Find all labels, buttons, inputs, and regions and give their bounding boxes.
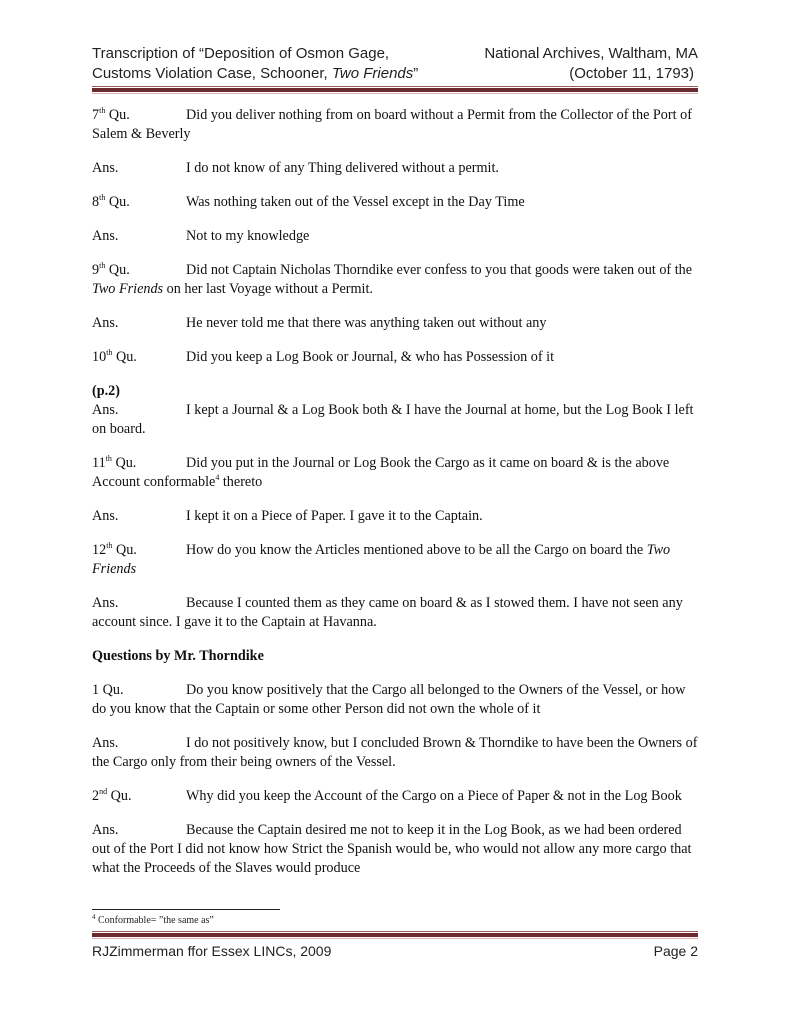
question-11 (92, 454, 698, 492)
header-archive: National Archives, Waltham, MA (484, 45, 698, 62)
ship-name: Two Friends (92, 542, 671, 577)
a-text: Not to my knowledge (186, 228, 310, 244)
q-sup: th (105, 454, 112, 463)
answer-11 (92, 507, 698, 526)
q-label: 1 Qu. (92, 682, 124, 698)
page-marker: (p.2) (92, 383, 120, 399)
q-label: Qu. (105, 194, 130, 210)
thorndike-question-1 (92, 681, 698, 719)
a-text: I kept a Journal & a Log Book both & I have the Journal at home, but the Log Book I left on board. (92, 402, 694, 437)
q-text: How do you know the Articles mentioned above to be all the Cargo on board the (186, 542, 647, 558)
a-label: Ans. (92, 160, 119, 176)
a-text: I do not know of any Thing delivered without a permit. (186, 160, 499, 176)
q-sup: nd (99, 787, 108, 796)
q-label: Qu. (112, 542, 137, 558)
q-text-cont: thereto (219, 474, 263, 490)
q-text: Why did you keep the Account of the Cargo on a Piece of Paper & not in the Log Book (186, 788, 682, 804)
q-text: Did you put in the Journal or Log Book the Cargo as it came on board & is the above Account conformable (92, 455, 670, 490)
q-label: Qu. (107, 788, 132, 804)
a-label: Ans. (92, 822, 119, 838)
q-text: Was nothing taken out of the Vessel except in the Day Time (186, 194, 525, 210)
thorndike-answer-1 (92, 734, 698, 772)
section-title: Questions by Mr. Thorndike (92, 648, 264, 664)
q-num: 7 (92, 107, 100, 123)
page-footer (92, 943, 698, 959)
header-rule (92, 86, 698, 94)
question-7 (92, 106, 698, 144)
q-num: 10 (92, 349, 107, 365)
question-8 (92, 193, 698, 212)
q-num: 12 (92, 542, 107, 558)
header-ship-name: Two Friends (331, 65, 414, 82)
footnote-ref[interactable]: 4 (215, 473, 220, 482)
a-text: He never told me that there was anything taken out without any (186, 315, 547, 331)
q-text: Did you keep a Log Book or Journal, & who has Possession of it (186, 349, 555, 365)
thorndike-question-2 (92, 787, 698, 806)
answer-12 (92, 594, 698, 632)
a-label: Ans. (92, 508, 119, 524)
q-sup: th (106, 541, 113, 550)
ship-name: Two Friends (92, 281, 164, 297)
q-sup: th (99, 193, 106, 202)
document-body (92, 106, 698, 893)
footnote-text: Conformable= ”the same as” (95, 915, 214, 926)
answer-9 (92, 314, 698, 333)
header-title-prefix: Customs Violation Case, Schooner, (92, 65, 332, 82)
a-text: Because the Captain desired me not to keep it in the Log Book, as we had been ordered out of the Port I did not know how Strict the Spanish would be, who would not allow any more cargo that what the Proceeds of the Slaves would produce (92, 822, 692, 876)
a-text: I kept it on a Piece of Paper. I gave it to the Captain. (186, 508, 483, 524)
a-text: I do not positively know, but I concluded Brown & Thorndike to have been the Owners of the Cargo only from their being owners of the Vessel. (92, 735, 698, 770)
a-label: Ans. (92, 315, 119, 331)
q-num: 9 (92, 262, 100, 278)
q-label: Qu. (112, 349, 137, 365)
q-label: Qu. (105, 107, 130, 123)
q-text: Did not Captain Nicholas Thorndike ever confess to you that goods were taken out of the (186, 262, 693, 278)
a-label: Ans. (92, 735, 119, 751)
footer-credit: RJZimmerman ffor Essex LINCs, 2009 (92, 943, 332, 959)
q-text-cont: on her last Voyage without a Permit. (163, 281, 373, 297)
header-title-line2 (92, 64, 418, 84)
q-label: Qu. (111, 455, 137, 471)
answer-8 (92, 227, 698, 246)
q-sup: th (99, 106, 106, 115)
q-sup: th (99, 261, 106, 270)
question-10 (92, 348, 698, 367)
a-text: Because I counted them as they came on board & as I stowed them. I have not seen any account since. I gave it to the Captain at Havanna. (92, 595, 683, 630)
question-9 (92, 261, 698, 299)
answer-10 (92, 401, 698, 439)
footer-rule (92, 931, 698, 939)
q-label: Qu. (105, 262, 130, 278)
page-header (92, 44, 698, 84)
footnote-separator (92, 909, 280, 910)
q-num: 11 (92, 455, 106, 471)
question-12 (92, 541, 698, 579)
header-quote: ” (413, 65, 419, 82)
a-label: Ans. (92, 595, 119, 611)
q-sup: th (106, 348, 113, 357)
thorndike-answer-2 (92, 821, 698, 878)
a-label: Ans. (92, 228, 119, 244)
q-num: 2 (92, 788, 100, 804)
footnote (92, 915, 214, 926)
q-num: 8 (92, 194, 100, 210)
a-label: Ans. (92, 402, 119, 418)
q-text: Do you know positively that the Cargo all belonged to the Owners of the Vessel, or how do you know that the Captain or some other Person did not own the whole of it (92, 682, 686, 717)
page-number: Page 2 (653, 943, 698, 959)
footnote-number: 4 (92, 913, 96, 921)
header-title-line1: Transcription of “Deposition of Osmon Gage, (92, 45, 390, 62)
q-text: Did you deliver nothing from on board without a Permit from the Collector of the Port of Salem & Beverly (92, 107, 692, 142)
header-date: (October 11, 1793) (569, 65, 694, 82)
answer-7 (92, 159, 698, 178)
